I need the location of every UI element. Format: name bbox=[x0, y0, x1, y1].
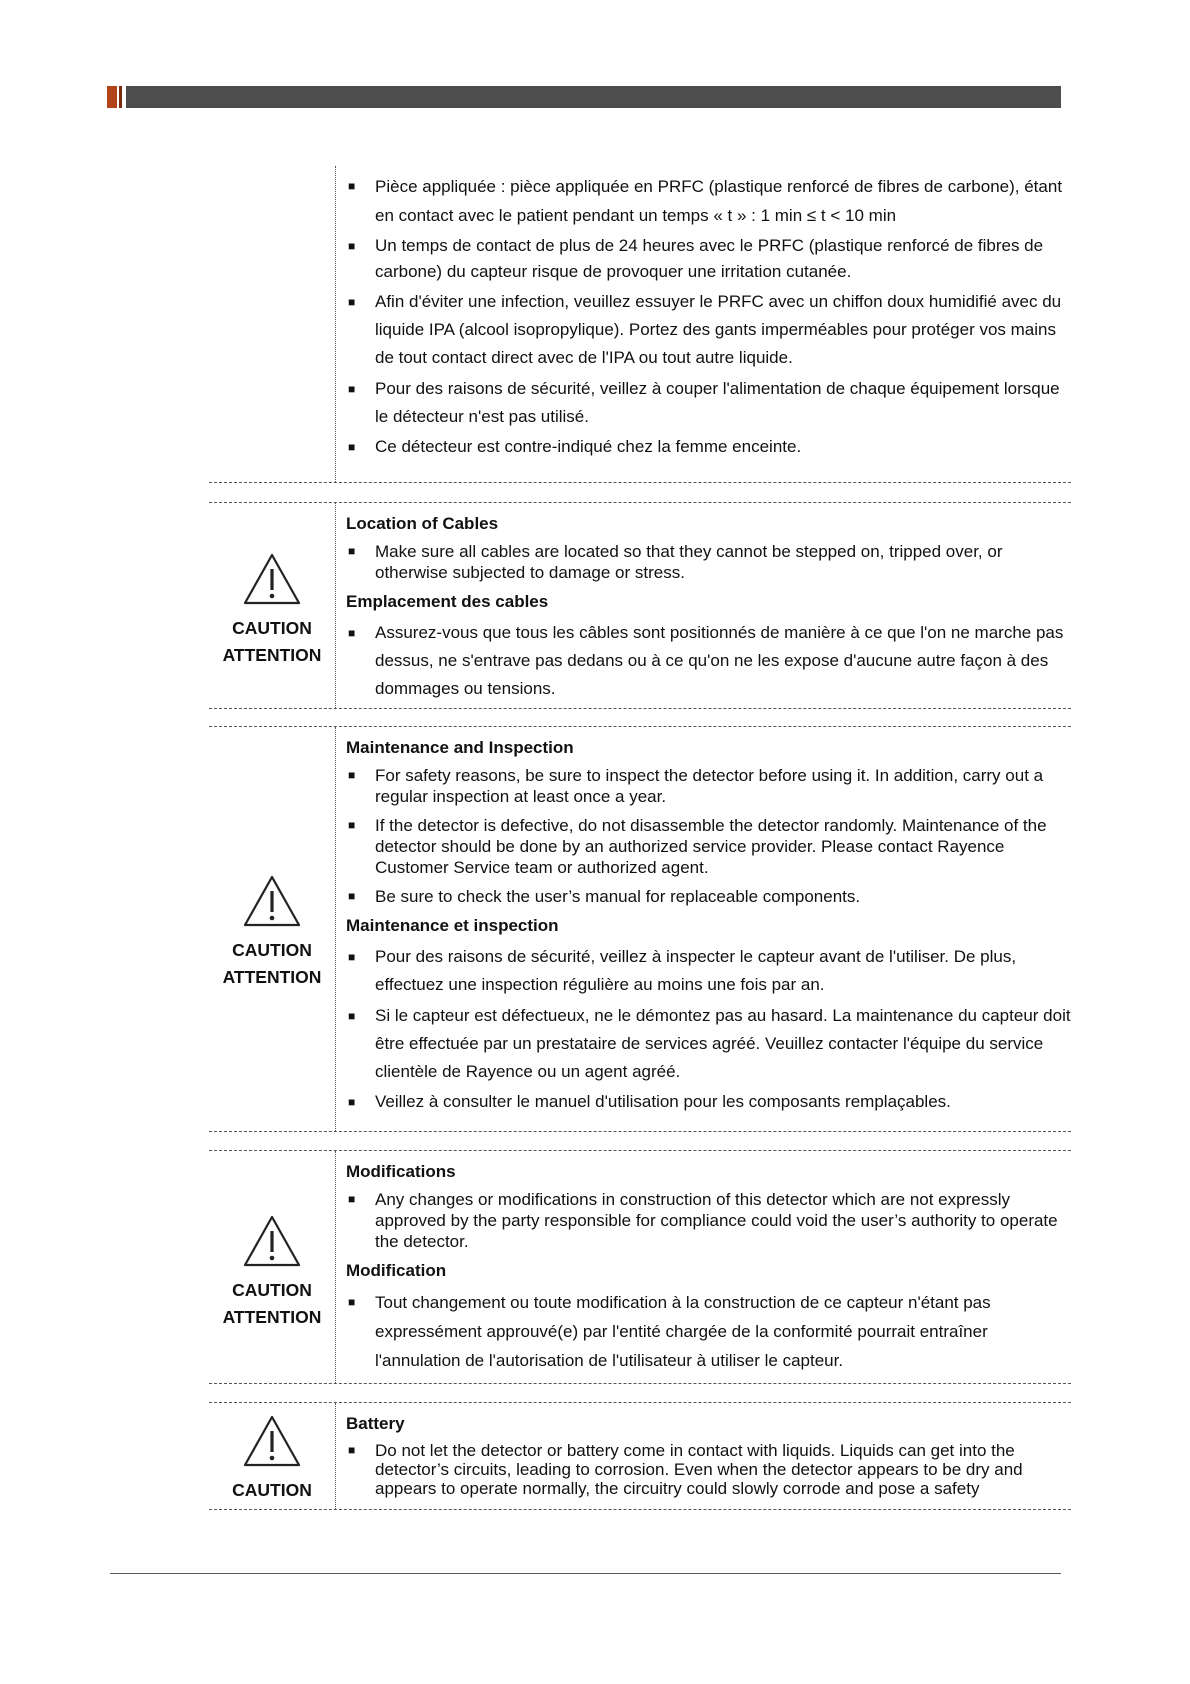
bullet-icon: ■ bbox=[348, 818, 356, 832]
header-accent-line bbox=[119, 86, 122, 108]
list-item: ■ Any changes or modifications in construction of this detector which are not expressly approved by the party responsible for compliance could void the user’s authority to operate the detector. bbox=[348, 1190, 1058, 1251]
bullet-icon: ■ bbox=[348, 382, 356, 396]
list-item: ■ Be sure to check the user’s manual for replaceable components. bbox=[348, 887, 861, 906]
header-accent bbox=[107, 86, 117, 108]
battery-caution-badge bbox=[209, 1413, 335, 1504]
list-item: ■ Tout changement ou toute modification à la construction de ce capteur n'étant pas expressément approuvé(e) par l'entité chargée de la conformité pourrait entraîner l'annulation de l'autorisation de l'utilisateur à utiliser le capteur. bbox=[346, 1288, 1071, 1375]
caution-label: CAUTION bbox=[232, 618, 312, 638]
list-item: ■ Un temps de contact de plus de 24 heures avec le PRFC (plastique renforcé de fibres de carbone) du capteur risque de provoquer une irritation cutanée. bbox=[346, 233, 1071, 285]
list-item: ■ For safety reasons, be sure to inspect the detector before using it. In addition, carry out a regular inspection at least once a year. bbox=[348, 766, 1044, 806]
bullet-icon: ■ bbox=[348, 1295, 356, 1309]
warning-triangle-icon bbox=[241, 551, 303, 607]
section-heading-fr: Emplacement des cables bbox=[346, 592, 549, 611]
intro-block bbox=[209, 166, 1071, 483]
section-heading-fr: Modification bbox=[346, 1261, 447, 1280]
warning-triangle-icon bbox=[241, 1213, 303, 1269]
list-item: ■ Pour des raisons de sécurité, veillez à inspecter le capteur avant de l'utiliser. De plus, effectuez une inspection régulière au moins une fois par an. bbox=[346, 943, 1071, 999]
bullet-icon: ■ bbox=[348, 1443, 356, 1457]
warning-triangle-icon bbox=[241, 1413, 303, 1469]
bullet-icon: ■ bbox=[348, 179, 356, 193]
bullet-icon: ■ bbox=[348, 1009, 356, 1023]
section-heading-en: Maintenance and Inspection bbox=[346, 738, 574, 757]
caution-label: CAUTION bbox=[232, 1480, 312, 1500]
list-item: ■ Si le capteur est défectueux, ne le démontez pas au hasard. La maintenance du capteur doit être effectuée par un prestataire de services agréé. Veuillez contacter l'équipe du service clientèle de Rayence ou un agent agréé. bbox=[346, 1002, 1071, 1086]
maintenance-caution-block bbox=[209, 726, 1071, 1132]
bullet-icon: ■ bbox=[348, 889, 356, 903]
bullet-icon: ■ bbox=[348, 1095, 356, 1109]
bullet-icon: ■ bbox=[348, 440, 356, 454]
section-heading-en: Battery bbox=[346, 1414, 405, 1433]
list-item: ■ Do not let the detector or battery come in contact with liquids. Liquids can get into the detector’s circuits, leading to corrosion. Even when the detector appears to be dry and appears to operate normally, the circuitry could slowly corrode and pose a safety bbox=[348, 1441, 1023, 1498]
modifications-caution-block bbox=[209, 1150, 1071, 1384]
attention-label: ATTENTION bbox=[222, 645, 322, 665]
list-item: ■ Assurez-vous que tous les câbles sont positionnés de manière à ce que l'on ne marche pas dessus, ne s'entrave pas dedans ou à ce qu'on ne les expose d'aucune autre façon à des dommages ou tensions. bbox=[346, 619, 1071, 703]
bullet-icon: ■ bbox=[348, 950, 356, 964]
modifications-caution-badge bbox=[209, 1213, 335, 1331]
caution-label: CAUTION bbox=[232, 1280, 312, 1300]
header-band bbox=[126, 86, 1061, 108]
section-heading-fr: Maintenance et inspection bbox=[346, 916, 559, 935]
warning-triangle-icon bbox=[241, 873, 303, 929]
maintenance-caution-badge bbox=[209, 873, 335, 991]
footer-rule bbox=[110, 1573, 1061, 1574]
battery-caution-block bbox=[209, 1402, 1071, 1510]
list-item: ■ Pièce appliquée : pièce appliquée en PRFC (plastique renforcé de fibres de carbone), étant en contact avec le patient pendant un temps « t » : 1 min ≤ t < 10 min bbox=[346, 172, 1071, 230]
attention-label: ATTENTION bbox=[222, 967, 322, 987]
section-heading-en: Location of Cables bbox=[346, 514, 499, 533]
bullet-icon: ■ bbox=[348, 544, 356, 558]
caution-label: CAUTION bbox=[232, 940, 312, 960]
bullet-icon: ■ bbox=[348, 295, 356, 309]
list-item: ■ Pour des raisons de sécurité, veillez à couper l'alimentation de chaque équipement lorsque le détecteur n'est pas utilisé. bbox=[346, 375, 1071, 431]
cables-caution-block bbox=[209, 502, 1071, 709]
attention-label: ATTENTION bbox=[222, 1307, 322, 1327]
cables-caution-badge bbox=[209, 551, 335, 669]
bullet-icon: ■ bbox=[348, 768, 356, 782]
list-item: ■ Ce détecteur est contre-indiqué chez la femme enceinte. bbox=[346, 434, 1071, 460]
list-item: ■ Veillez à consulter le manuel d'utilisation pour les composants remplaçables. bbox=[346, 1089, 1071, 1115]
list-item: ■ Afin d'éviter une infection, veuillez essuyer le PRFC avec un chiffon doux humidifié avec du liquide IPA (alcool isopropylique). Portez des gants imperméables pour protéger vos mains de tout contact direct avec de l'IPA ou tout autre liquide. bbox=[346, 288, 1071, 372]
section-heading-en: Modifications bbox=[346, 1162, 456, 1181]
list-item: ■ If the detector is defective, do not disassemble the detector randomly. Maintenance of the detector should be done by an authorized service provider. Please contact Rayence Customer Service team or authorized agent. bbox=[348, 816, 1047, 877]
intro-left-column bbox=[209, 166, 336, 482]
bullet-icon: ■ bbox=[348, 239, 356, 253]
bullet-icon: ■ bbox=[348, 626, 356, 640]
bullet-icon: ■ bbox=[348, 1192, 356, 1206]
list-item: ■ Make sure all cables are located so that they cannot be stepped on, tripped over, or otherwise subjected to damage or stress. bbox=[348, 542, 1003, 582]
page-header-bar bbox=[107, 86, 1061, 108]
